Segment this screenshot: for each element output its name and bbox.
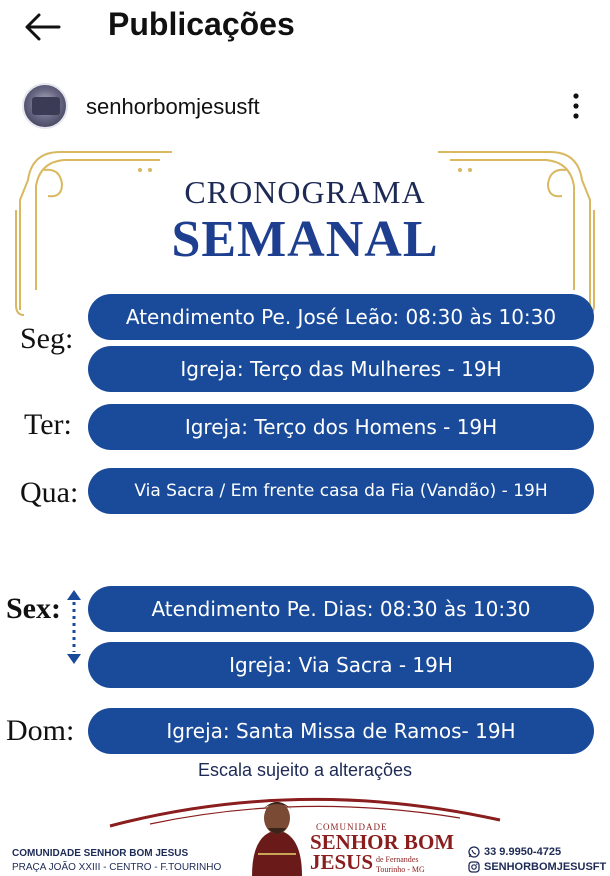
event-pill xyxy=(88,468,594,514)
day-label-qua: Qua: xyxy=(20,476,79,509)
bom-jesus-statue-image xyxy=(248,794,306,876)
brand-sub2: Tourinho - MG xyxy=(376,865,425,874)
top-app-bar xyxy=(0,0,610,56)
schedule-note: Escala sujeito a alterações xyxy=(197,760,413,780)
flyer-title-line2: SEMANAL xyxy=(171,211,439,268)
brand-line1: SENHOR BOM xyxy=(310,830,455,854)
page-title: Publicações xyxy=(108,6,295,42)
avatar[interactable] xyxy=(22,83,68,129)
arrow-left-icon xyxy=(22,10,62,44)
event-pill xyxy=(88,294,594,340)
footer-address: PRAÇA JOÃO XXIII - CENTRO - F.TOURINHO xyxy=(12,862,222,873)
more-vertical-icon xyxy=(566,92,586,120)
event-text: Atendimento Pe. Dias: 08:30 às 10:30 xyxy=(151,597,531,621)
flyer-footer xyxy=(0,790,610,876)
event-pill xyxy=(88,586,594,632)
day-label-ter: Ter: xyxy=(24,408,72,441)
event-pill xyxy=(88,404,594,450)
day-label-sex: Sex: xyxy=(6,592,61,625)
post-header xyxy=(0,80,610,132)
event-text: Igreja: Via Sacra - 19H xyxy=(229,653,453,677)
double-arrow-icon xyxy=(64,586,84,668)
brand-line2: JESUS xyxy=(310,850,374,874)
event-text: Igreja: Santa Missa de Ramos- 19H xyxy=(166,719,516,743)
event-pill xyxy=(88,708,594,754)
day-label-dom: Dom: xyxy=(6,714,75,747)
post-username[interactable]: senhorbomjesusft xyxy=(86,94,260,119)
footer-org-name: COMUNIDADE SENHOR BOM JESUS xyxy=(12,848,189,859)
footer-phone xyxy=(468,846,561,858)
event-text: Igreja: Terço dos Homens - 19H xyxy=(184,415,498,439)
event-pill xyxy=(88,346,594,392)
more-options-button[interactable] xyxy=(566,92,586,120)
post-image-flyer[interactable] xyxy=(0,140,610,876)
event-text: Igreja: Terço das Mulheres - 19H xyxy=(180,357,502,381)
event-pill xyxy=(88,642,594,688)
instagram-text: SENHORBOMJESUSFT xyxy=(484,861,607,873)
flyer-title-line1: CRONOGRAMA xyxy=(184,174,426,210)
phone-text: 33 9.9950-4725 xyxy=(484,846,562,858)
day-label-seg: Seg: xyxy=(20,322,74,355)
event-text: Atendimento Pe. José Leão: 08:30 às 10:30 xyxy=(125,305,557,329)
brand-top: COMUNIDADE xyxy=(316,822,388,832)
brand-sub1: de Fernandes xyxy=(376,855,419,864)
whatsapp-icon xyxy=(468,846,480,858)
event-text: Via Sacra / Em frente casa da Fia (Vandão) - 19H xyxy=(134,481,548,501)
footer-instagram xyxy=(468,861,606,873)
back-button[interactable] xyxy=(22,10,62,44)
instagram-icon xyxy=(468,861,480,873)
